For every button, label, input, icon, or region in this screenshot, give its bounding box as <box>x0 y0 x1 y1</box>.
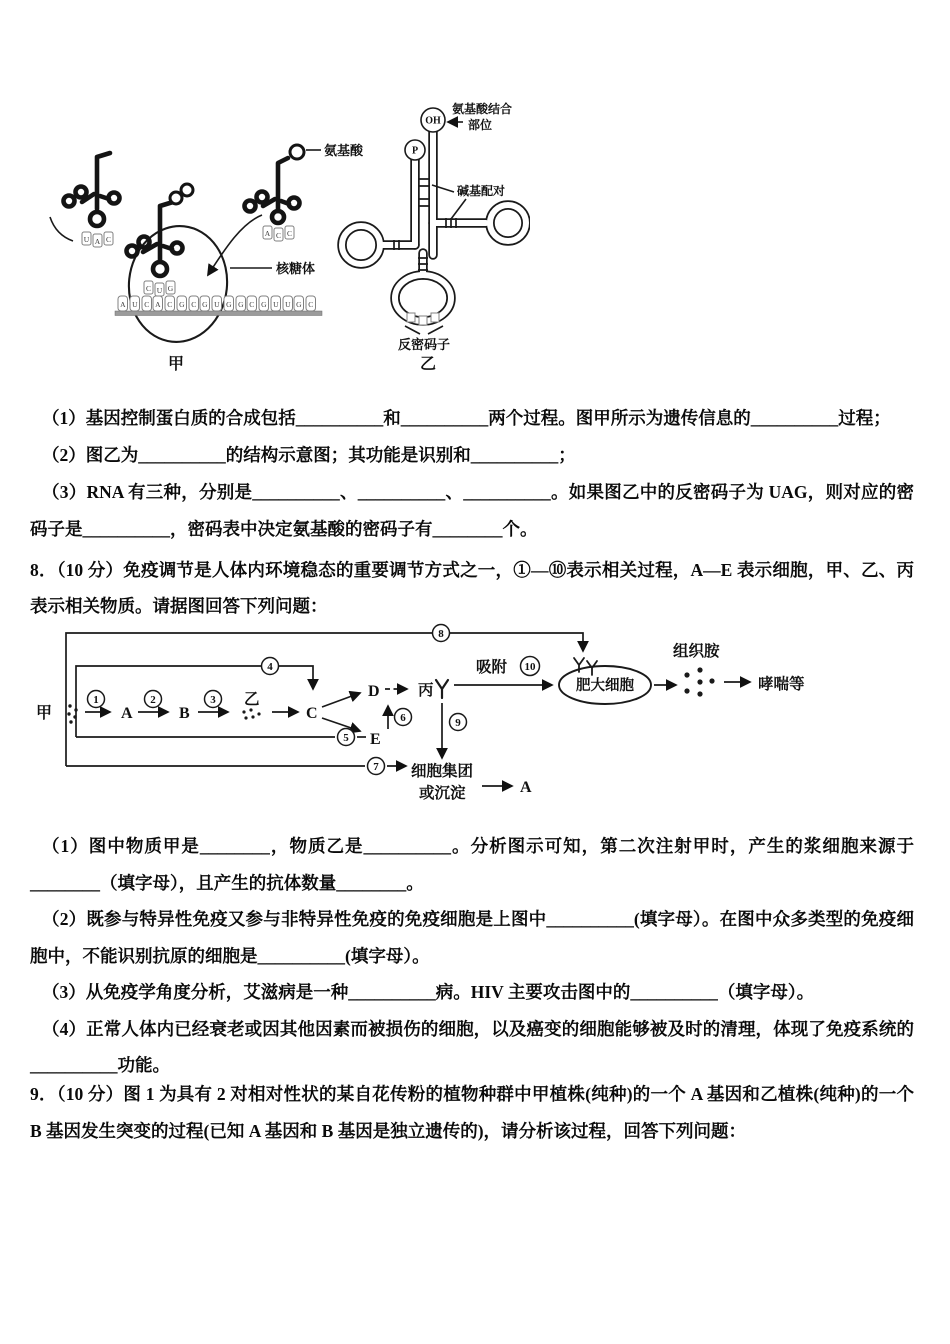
step-7-badge <box>368 758 385 775</box>
svg-text:C: C <box>249 300 255 309</box>
trna-free <box>245 145 305 223</box>
svg-text:9: 9 <box>455 717 461 729</box>
oh-label: OH <box>425 115 441 127</box>
q7-item-3: （3）RNA 有三种，分别是__________、__________、__________。如果图乙中的反密码子为 UAG，则对应的密码子是__________，密码表中决定氨基酸的密码子有________个。 <box>30 482 914 539</box>
svg-text:C: C <box>308 300 314 309</box>
svg-text:G: G <box>296 300 302 309</box>
q9-stem: 9．（10 分）图 1 为具有 2 对相对性状的某自花传粉的植物种群中甲植株(纯种)的一个 A 基因和乙植株(纯种)的一个 B 基因发生突变的过程(已知 A 基因和 B 基因是独立遗传的)，请分析该过程，回答下列问题： <box>30 1084 914 1141</box>
cell-a-label: A <box>121 705 133 722</box>
anticodon-base: C <box>105 235 112 244</box>
step-8-badge <box>433 625 450 642</box>
q8-item-2: （2）既参与特异性免疫又参与非特异性免疫的免疫细胞是上图中__________(填字母）。在图中众多类型的免疫细胞中，不能识别抗原的细胞是__________(填字母）。 <box>30 909 914 966</box>
anticodon-base: C <box>275 231 282 240</box>
svg-text:G: G <box>179 300 185 309</box>
svg-text:A: A <box>120 300 126 309</box>
figure-jia-caption: 甲 <box>168 356 185 373</box>
step-10-badge <box>521 657 540 676</box>
svg-text:U: U <box>285 300 291 309</box>
q8-stem: 8．（10 分）免疫调节是人体内环境稳态的重要调节方式之一，①—⑩表示相关过程，A—E 表示细胞，甲、乙、丙表示相关物质。请据图回答下列问题： <box>30 560 914 616</box>
ribosome-label: 核糖体 <box>276 261 316 276</box>
anticodon-base: C <box>286 229 293 238</box>
step-6-badge <box>395 709 412 726</box>
svg-text:C: C <box>144 300 150 309</box>
svg-text:8: 8 <box>438 628 444 640</box>
cell-clump-label-1: 细胞集团 <box>411 763 474 780</box>
svg-text:3: 3 <box>210 694 216 706</box>
svg-text:G: G <box>238 300 244 309</box>
q7-item-1: （1）基因控制蛋白质的合成包括__________和__________两个过程。图甲所示为遗传信息的__________过程； <box>42 408 891 428</box>
svg-text:U: U <box>214 300 220 309</box>
svg-text:U: U <box>132 300 138 309</box>
trna-in-ribosome-anticodon <box>144 281 175 296</box>
mast-cell-label: 肥大细胞 <box>576 678 634 694</box>
svg-text:G: G <box>261 300 267 309</box>
svg-text:1: 1 <box>93 694 99 706</box>
trna-cloverleaf-inner <box>342 129 526 321</box>
q7-item-2: （2）图乙为__________的结构示意图；其功能是识别和__________； <box>42 445 576 465</box>
clump-result-a-label: A <box>520 779 532 796</box>
antigen-jia-label: 甲 <box>36 705 53 722</box>
cell-d-label: D <box>368 683 380 700</box>
anticodon-base: C <box>145 284 152 293</box>
svg-text:A: A <box>155 300 161 309</box>
step-4-badge <box>262 658 279 675</box>
anticodon-base: G <box>167 284 174 293</box>
question8-items <box>30 828 914 1084</box>
cell-c-label: C <box>306 705 318 722</box>
anticodon-base: A <box>264 229 271 238</box>
svg-text:10: 10 <box>524 661 536 673</box>
anticodon-base: U <box>83 235 90 244</box>
p-label: P <box>411 145 419 157</box>
pathway-8-line <box>66 633 583 766</box>
pathway-4-line <box>76 666 313 737</box>
question8-stem-block <box>30 552 914 624</box>
decor-curve <box>50 217 73 241</box>
svg-text:7: 7 <box>373 761 379 773</box>
svg-text:C: C <box>191 300 197 309</box>
svg-text:5: 5 <box>343 732 349 744</box>
substance-yi-particles <box>242 708 260 719</box>
arrow-c-to-d <box>322 693 360 707</box>
q8-item-1: （1）图中物质甲是________，物质乙是__________。分析图示可知，第二次注射甲时，产生的浆细胞来源于________（填字母），且产生的抗体数量________。 <box>30 836 914 893</box>
binding-site-label-1: 氨基酸结合 <box>452 102 513 116</box>
svg-text:C: C <box>167 300 173 309</box>
svg-text:G: G <box>226 300 232 309</box>
asthma-label: 哮喘等 <box>758 676 805 693</box>
trna-free-anticodon <box>263 226 294 241</box>
cell-clump-label-2: 或沉淀 <box>419 785 466 802</box>
histamine-particles <box>684 667 714 696</box>
step-2-badge <box>145 691 162 708</box>
step-5-badge <box>338 729 355 746</box>
q8-item-4: （4）正常人体内已经衰老或因其他因素而被损伤的细胞，以及癌变的细胞能够被及时的清理，体现了免疫系统的__________功能。 <box>30 1018 914 1075</box>
step-3-badge <box>205 691 222 708</box>
trna-leaving <box>64 153 120 226</box>
anticodon-base: A <box>94 237 101 246</box>
question7-items <box>30 400 914 548</box>
figure-translation-trna <box>30 95 530 385</box>
q8-item-3: （3）从免疫学角度分析，艾滋病是一种__________病。HIV 主要攻击图中的__________（填字母）。 <box>42 982 815 1002</box>
svg-text:G: G <box>202 300 208 309</box>
cell-e-label: E <box>370 731 381 748</box>
substance-yi-label: 乙 <box>244 691 260 708</box>
antibody-y-icon <box>436 680 448 698</box>
anticodon-label: 反密码子 <box>398 337 451 352</box>
svg-text:2: 2 <box>150 694 156 706</box>
base-pairing-label: 碱基配对 <box>457 184 506 198</box>
figure-immune-pathway <box>30 618 910 816</box>
figure-yi-caption: 乙 <box>420 356 437 373</box>
question9-stem-block <box>30 1076 914 1150</box>
svg-text:6: 6 <box>400 712 406 724</box>
anticodon-base: U <box>156 286 163 295</box>
arrow-c-to-e <box>322 718 360 731</box>
mrna-strand <box>115 311 322 316</box>
step-1-badge <box>88 691 105 708</box>
trna-in-ribosome <box>127 184 194 276</box>
step-9-badge <box>450 714 467 731</box>
adsorb-label: 吸附 <box>476 659 508 676</box>
amino-acid-label: 氨基酸 <box>324 143 364 158</box>
svg-text:4: 4 <box>267 661 273 673</box>
svg-text:U: U <box>273 300 279 309</box>
substance-bing-label: 丙 <box>418 682 434 699</box>
histamine-label: 组织胺 <box>673 643 720 660</box>
binding-site-label-2: 部位 <box>468 118 493 132</box>
mrna-bases <box>118 296 316 311</box>
trna-leaving-anticodon <box>82 232 113 247</box>
cell-b-label: B <box>179 705 190 722</box>
